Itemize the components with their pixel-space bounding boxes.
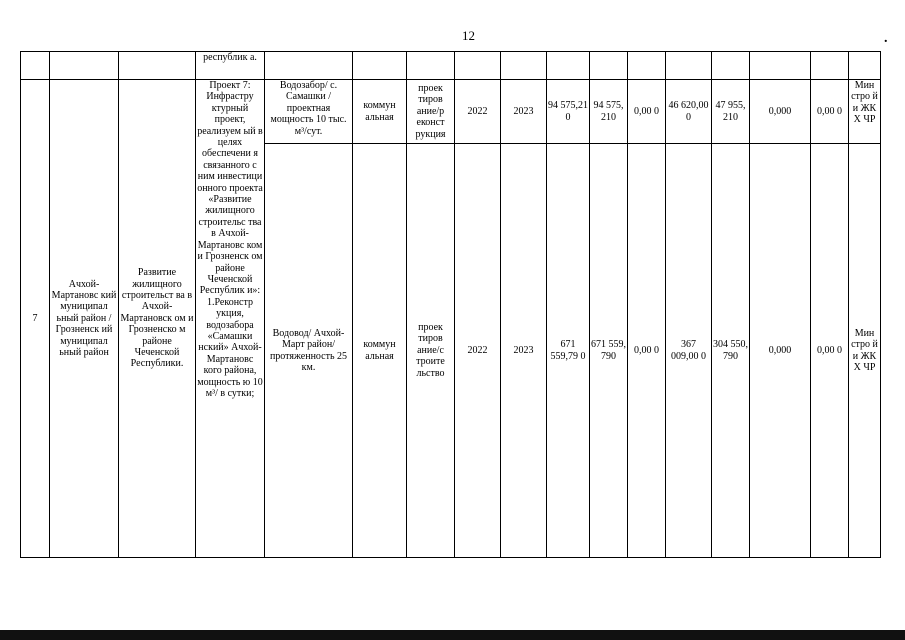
type-cell: коммун альная: [353, 144, 407, 558]
cont-cell-territory: [50, 52, 119, 80]
cost-e-cell: 304 550, 790: [712, 144, 750, 558]
cost-f-cell: 0,000: [750, 80, 811, 144]
cont-cell-cost-f: [750, 52, 811, 80]
end-year-cell: 2023: [501, 80, 547, 144]
cont-cell-object: [265, 52, 353, 80]
cost-f-cell: 0,000: [750, 144, 811, 558]
cont-cell-cost-d: [666, 52, 712, 80]
start-year-cell: 2022: [455, 80, 501, 144]
cost-g-cell: 0,00 0: [811, 144, 849, 558]
start-year-cell: 2022: [455, 144, 501, 558]
cont-cell-cost-c: [628, 52, 666, 80]
page-number: 12: [462, 28, 475, 43]
cont-cell-index: [21, 52, 50, 80]
continuation-row: [21, 52, 881, 80]
object-cell: Водовод/ Ачхой-Март район/ протяженность 25 км.: [265, 144, 353, 558]
scan-edge-bar: [0, 630, 905, 640]
cost-g-cell: 0,00 0: [811, 80, 849, 144]
cost-c-cell: 0,00 0: [628, 80, 666, 144]
cost-e-cell: 47 955, 210: [712, 80, 750, 144]
cont-cell-agency: [849, 52, 881, 80]
agency-cell: Мин стро й и ЖК Х ЧР: [849, 80, 881, 144]
table-row: [21, 80, 881, 144]
work-cell: проек тиров ание/р еконст рукция: [407, 80, 455, 144]
project-cell: Проект 7: Инфрастру ктурный проект, реализуем ый в целях обеспечени я связанного с ним инвестици онного проекта «Развитие жилищного строительс тва в Ачхой-Мартановс ком и Грозненск ом районе Чеченской Республик и»: 1.Реконстр укция, водозабора «Самашки нский» Ачхой-Мартановс кого района, мощность ю 10 м³/ в сутки;: [196, 80, 265, 558]
object-cell: Водозабор/ с. Самашки /проектная мощность 10 тыс. м³/сут.: [265, 80, 353, 144]
corner-mark: .: [884, 31, 888, 46]
end-year-cell: 2023: [501, 144, 547, 558]
cont-cell-work: [407, 52, 455, 80]
cont-cell-goal: [119, 52, 196, 80]
row-index: 7: [21, 80, 50, 558]
cont-cell-cost-e: [712, 52, 750, 80]
cost-c-cell: 0,00 0: [628, 144, 666, 558]
cont-cell-cost-total: [547, 52, 590, 80]
type-cell: коммун альная: [353, 80, 407, 144]
cont-cell-start: [455, 52, 501, 80]
cont-cell-end: [501, 52, 547, 80]
cost-d-cell: 367 009,00 0: [666, 144, 712, 558]
cost-d-cell: 46 620,00 0: [666, 80, 712, 144]
cont-cell-cost-g: [811, 52, 849, 80]
cost-total-cell: 671 559,79 0: [547, 144, 590, 558]
work-cell: проек тиров ание/с троите льство: [407, 144, 455, 558]
territory-cell: Ачхой-Мартановс кий муниципал ьный район /Грозненск ий муниципал ьный район: [50, 80, 119, 558]
cost-total-cell: 94 575,21 0: [547, 80, 590, 144]
cost-b-cell: 94 575, 210: [590, 80, 628, 144]
agency-cell: Мин стро й и ЖК Х ЧР: [849, 144, 881, 558]
goal-cell: Развитие жилищного строительст ва в Ачхой-Мартановск ом и Грозненско м районе Чеченской Республики.: [119, 80, 196, 558]
cont-cell-cost-b: [590, 52, 628, 80]
cont-cell-project: республик а.: [196, 52, 265, 80]
projects-table: [20, 51, 881, 558]
cost-b-cell: 671 559, 790: [590, 144, 628, 558]
cont-cell-type: [353, 52, 407, 80]
